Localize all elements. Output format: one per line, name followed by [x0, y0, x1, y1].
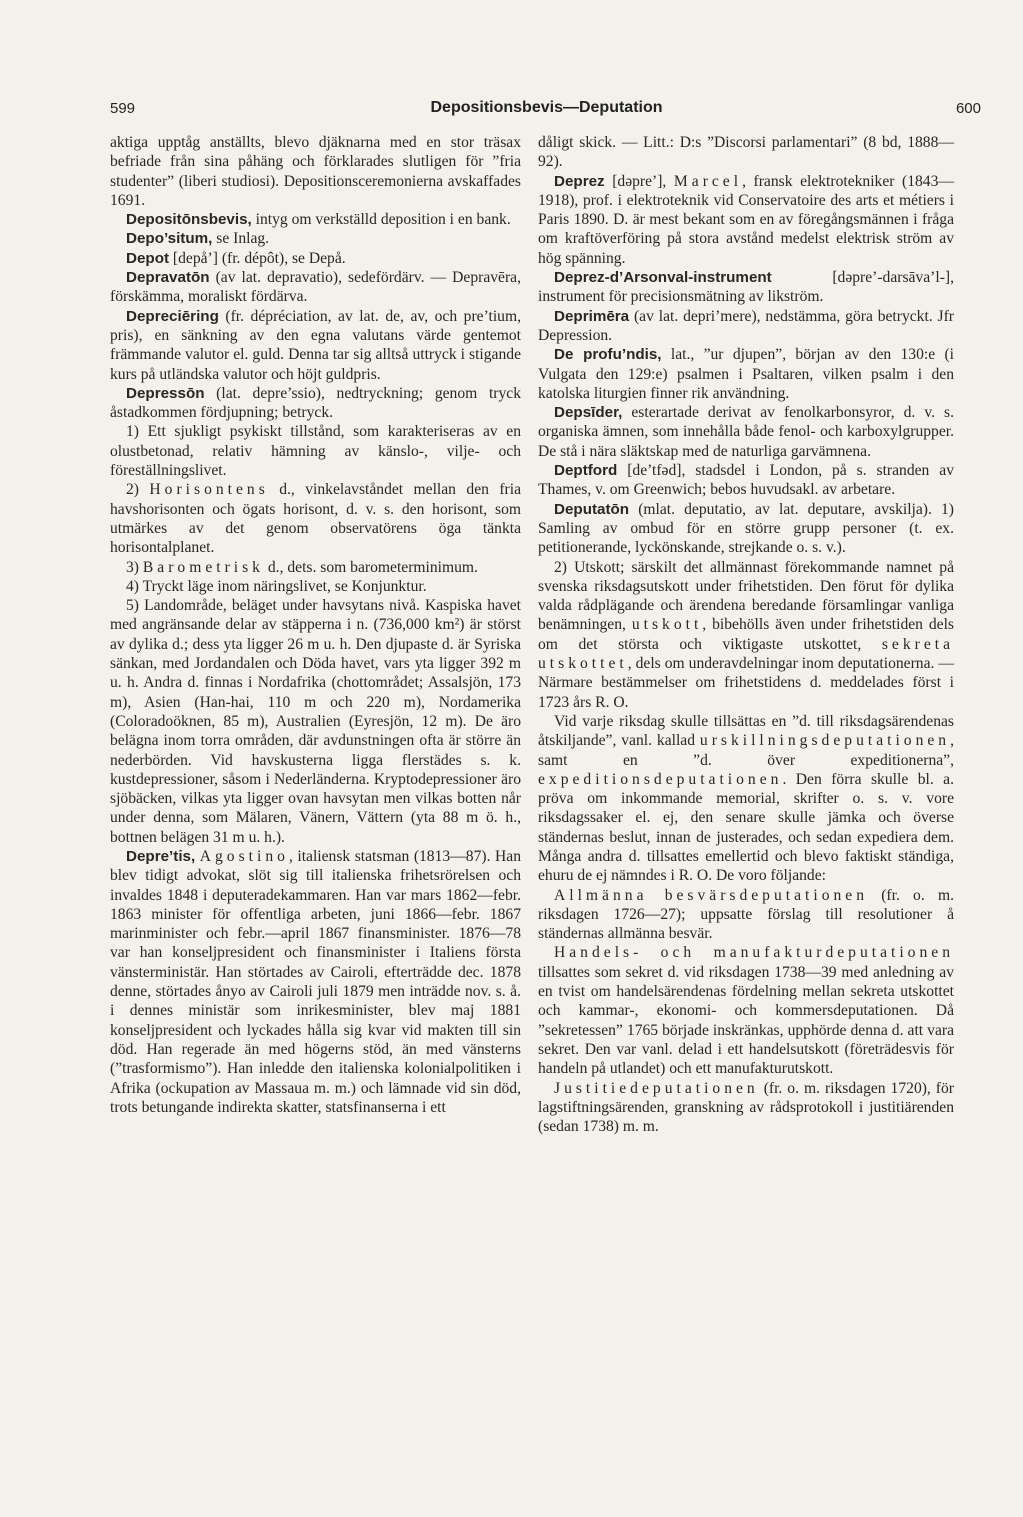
headword: Depre’tis,: [126, 847, 196, 865]
sense-number: 2): [126, 481, 150, 499]
deputation-allmanna: [538, 886, 954, 944]
entry-depretis: [110, 847, 521, 1117]
entry-text: lat., ”ur djupen”, början av den 130:e (i Vulgata den 129:e) psalmen i Psaltaren, vilken psalm i den katolska liturgien finner rik användning.: [538, 346, 954, 402]
entry-text: (av lat. depri’mere), nedstämma, göra betryckt. Jfr Depression.: [538, 307, 954, 344]
sense-text: , dels om underavdelningar inom deputationerna. — Närmare bestämmelser om frihetstidens d. meddelades först i 1723 års R. O.: [538, 655, 954, 711]
page-number-right: 600: [955, 100, 981, 117]
headword: Deptford: [554, 462, 618, 480]
paragraph-text: (fr. o. m. riksdagen 1720), för lagstiftningsärenden, granskning av rådsprotokoll i justitiärenden (sedan 1738) m. m.: [538, 1079, 954, 1136]
headword: De profu’ndis,: [554, 346, 662, 364]
headword: Deprez: [554, 172, 605, 190]
entry-deprimera: [538, 307, 954, 346]
headword: Depsīder,: [554, 404, 623, 422]
entry-text: esterartade derivat av fenolkarbonsyror, d. v. s. organiska ämnen, som innehålla både fenol- och karboxylgrupper. De stå i nära släktskap med de naturliga garvämnena.: [538, 404, 954, 460]
deputation-justitie: [538, 1079, 954, 1137]
headword: Deprez-d’Arsonval-instrument: [554, 269, 772, 287]
sense-text: , bibehölls även under frihetstiden dels om det största och viktigaste utskottet,: [538, 616, 954, 653]
headword: Depositōnsbevis,: [126, 211, 252, 229]
entry-depositionsbevis: [110, 210, 521, 229]
spaced-term: sekreta utskottet: [538, 635, 954, 673]
deputation-sense-2: [538, 558, 954, 712]
entry-depression: [110, 384, 521, 423]
spaced-term: Horisontens: [149, 481, 269, 499]
paragraph-text: , samt en ”d. över expeditionerna”,: [538, 732, 954, 769]
entry-text: (lat. depre’ssio), nedtryckning; genom tryck åstadkommen fördjupning; betryck.: [110, 384, 521, 422]
depression-sense-5: 5) Landområde, beläget under havsytans nivå. Kaspiska havet med angränsande delar av stäpperna i n. (736,000 km²) är störst av dylika d.; dess yta ligger 26 m u. h. Den djupaste d. är Syriska sänkan, med Jordandalen och Döda havet, vars yta ligger 392 m u. h. Andra d. finnas i Nordafrika (chottområdet; Assalsjön, 173 m), Asien (Han-hai, 110 m och 220 m), Nordamerika (Coloradoöknen, 85 m), Australien (Eyresjön, 12 m). De äro belägna inom torra områden, där avdunstningen ofta är större än nederbörden. Vid havskusterna ligga flerstädes s. k. kustdepressioner, såsom i Nederländerna. Kryptodepressioner äro sjöbäcken, vilkas yta ligger ovan havsytan men vilkas botten når under denna, som Mälaren, Vänern, Vättern (yta 88 m ö. h., bottnen belägen 31 m u. h.).: [110, 597, 521, 846]
sense-number: 3): [126, 558, 143, 576]
page-header: [110, 96, 983, 126]
entry-text: [de’tfəd], stadsdel i London, på s. stranden av Thames, v. om Greenwich; bebos huvudsakl. av arbetare.: [538, 462, 954, 499]
paragraph-text: (fr. o. m. riksdagen 1726—27); uppsatte förslag till resolutioner å ständernas allmänna besvär.: [538, 886, 954, 943]
spaced-term: utskott: [631, 616, 703, 634]
headword: Depreciēring: [126, 307, 219, 325]
running-title: Depositionsbevis—Deputation: [430, 99, 663, 116]
headword: Deprimēra: [554, 307, 630, 325]
entry-text: , fransk elektrotekniker (1843—1918), prof. i elektroteknik vid Conservatoire des arts et métiers i Paris 1890. D. är mest bekant som en av föregångsmännen i fråga om kraftöverföring på stora avstånd medelst elektrisk ström av hög spänning.: [538, 172, 954, 267]
entry-text: (fr. dépréciation, av lat. de, av, och pre’tium, pris), en sänkning av den egna valutans värde gentemot främmande valutor el. guld. Denna tar sig alltså uttryck i stigande kurs på utländska valutor och höjt guldpris.: [110, 307, 521, 383]
entry-text: [depå’] (fr. dépôt), se Depå.: [169, 249, 346, 267]
entry-depravation: [110, 268, 521, 307]
entry-deprez-darsonval: [538, 268, 954, 307]
entry-deputation: [538, 500, 954, 558]
depression-sense-1: 1) Ett sjukligt psykiskt tillstånd, som karakteriseras av en olustbetonad, relativ hämning av känslo-, vilje- och föreställningslivet.: [110, 423, 521, 480]
spaced-name: Agostino: [199, 847, 289, 865]
continuation-paragraph: dåligt skick. — Litt.: D:s ”Discorsi parlamentari” (8 bd, 1888—92).: [538, 134, 954, 171]
headword: Depravatōn: [126, 269, 210, 287]
depression-sense-3: [110, 558, 521, 577]
deputation-handels: [538, 943, 954, 1078]
sense-text: d., vinkelavståndet mellan den fria havshorisonten och ögats horisont, d. v. s. den horisont, som utmärkes av det genom observatörens öga tänkta horisontalplanet.: [110, 481, 521, 557]
entry-text: se Inlag.: [212, 230, 270, 248]
spaced-term: Justitiedeputationen: [554, 1079, 759, 1097]
page-number-left: 599: [110, 100, 136, 117]
paragraph-text: Vid varje riksdag skulle tillsättas en ”d. till riksdagsärendenas åtskiljande”, vanl. kallad: [538, 712, 954, 750]
entry-de-profundis: [538, 345, 954, 403]
headword: Depot: [126, 249, 170, 267]
paragraph-text: . Den förra skulle bl. a. pröva om inkommande memorial, skrifter o. s. v. vore riksdagssaker el. ej, den senare skulle jämka och överse ständernas beslut, innan de justerades, och sedan expediera dem. Många andra d. tillsattes emellertid och blevo faktiskt ständiga, ehuru de ej nämndes i R. O. De voro följande:: [538, 770, 954, 885]
deputation-riksdag-paragraph: [538, 712, 954, 886]
entry-deprez: [538, 172, 954, 268]
spaced-term: Barometrisk: [142, 558, 264, 576]
headword: Deputatōn: [554, 500, 630, 518]
entry-deptford: [538, 461, 954, 500]
depression-sense-2: [110, 480, 521, 557]
entry-text: , italiensk statsman (1813—87). Han blev tidigt advokat, slöt sig till italienska frihetsrörelsen och invaldes 1848 i deputeradekammaren. Han var mars 1862—febr. 1863 minister för offentliga arbeten, juni 1866—febr. 1867 marinminister och febr.—april 1867 finansminister. 1876—78 var han konseljpresident och finansminister i Italiens första vänsterministär. Han störtades av Cairoli, efterträdde dec. 1878 denne, störtades ånyo av Cairoli juli 1879 men inträdde nov. s. å. i dennes ministär som inrikesminister, blev maj 1881 konseljpresident och lyckades hålla sig kvar vid makten till sin död. Han regerade än med högerns stöd, än med vänsterns (”trasformismo”). Han inledde den italienska kolonialpolitiken i Afrika (ockupation av Massaua m. m.) och lämnade vid sin död, trots betungande indirekta skatter, statsfinanserna i ett: [110, 847, 521, 1116]
entry-depsider: [538, 403, 954, 461]
spaced-term: Allmänna besvärsdeputationen: [554, 886, 869, 904]
spaced-term: expeditionsdeputationen: [538, 770, 783, 788]
right-column: [538, 133, 954, 1136]
continuation-paragraph: aktiga upptåg anställts, blevo djäknarna med en stor träsax befriade från sina påhäng och förklarades slutligen för ”fria studenter” (liberi studiosi). Depositionsceremonierna avskaffades 1691.: [110, 134, 521, 209]
depression-sense-4: 4) Tryckt läge inom näringslivet, se Konjunktur.: [126, 577, 427, 595]
entry-text: (av lat. depravatio), sedefördärv. — Depravēra, förskämma, moraliskt fördärva.: [110, 269, 521, 306]
paragraph-text: tillsattes som sekret d. vid riksdagen 1738—39 med anledning av en tvist om handelsärendenas fördelning mellan sekreta utskottet och kammar-, ekonomi- och kommersdeputationen. Då ”sekretessen” 1765 började inskränkas, upphörde denna d. att vara sekret. Den var vanl. delad i ett handelsutskott (företrädesvis för handeln på utlandet) och ett manufakturutskott.: [538, 963, 954, 1078]
spaced-term: Handels- och manufakturdeputationen: [554, 944, 954, 962]
sense-text: 2) Utskott; särskilt det allmännast förekommande namnet på svenska riksdagsutskott under frihetstiden. Den förut för dylika valda rådplägande och ärendena beredande församlingar vanliga benämningen,: [538, 558, 954, 634]
entry-depot: [110, 249, 521, 268]
sense-text: d., dets. som barometerminimum.: [263, 558, 478, 576]
entry-text: intyg om verkställd deposition i en bank.: [251, 211, 511, 229]
spaced-term: urskillningsdeputationen: [699, 732, 951, 750]
pronunciation: [dəpre’],: [604, 172, 674, 190]
spaced-name: Marcel: [673, 172, 743, 190]
entry-text: (mlat. deputatio, av lat. deputare, avskilja). 1) Samling av ombud för en större grupp personer (t. ex. petitionerande, lyckönskande, strejkande o. s. v.).: [538, 500, 954, 557]
left-column: [110, 133, 521, 1117]
headword: Depressōn: [126, 384, 205, 402]
entry-depositum: [110, 229, 521, 248]
headword: Depo’situm,: [126, 230, 213, 248]
entry-depreciering: [110, 307, 521, 384]
entry-text: [dəpre’-darsāva’l-], instrument för precisionsmätning av likström.: [538, 269, 954, 306]
